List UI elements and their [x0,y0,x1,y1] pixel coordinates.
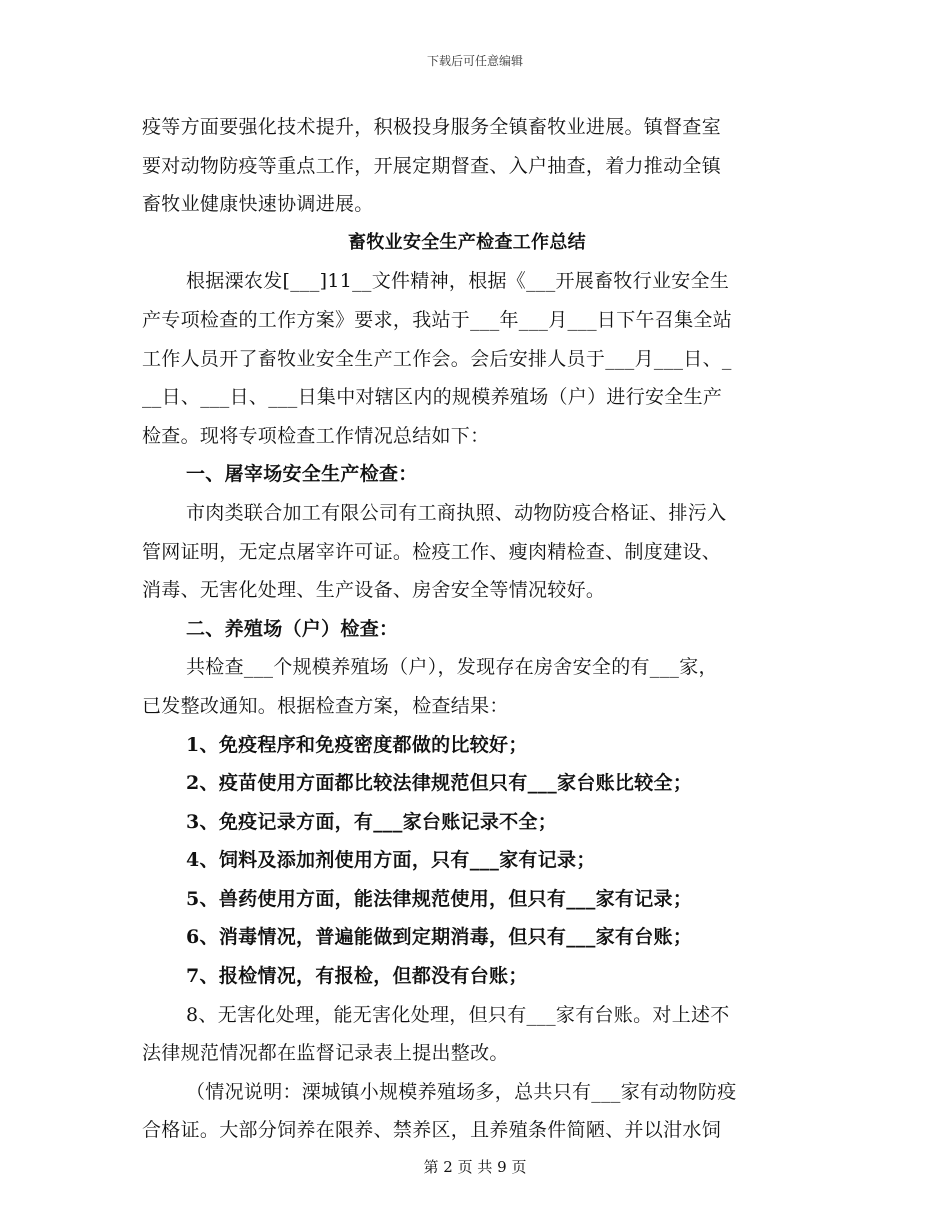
paragraph-line: 畜牧业健康快速协调进展。 [142,193,374,216]
paragraph-line: （情况说明：溧城镇小规模养殖场多，总共只有___家有动物防疫 [186,1080,737,1103]
paragraph-line: 消毒、无害化处理、生产设备、房舍安全等情况较好。 [142,579,606,602]
paragraph-line: 已发整改通知。根据检查方案，检查结果： [142,694,509,717]
paragraph-line: 管网证明，无定点屠宰许可证。检疫工作、瘦肉精检查、制度建设、 [142,540,722,563]
paragraph-line: 工作人员开了畜牧业安全生产工作会。会后安排人员于___月___日、_ [142,347,732,370]
result-item: 3、免疫记录方面，有___家台账记录不全； [186,810,558,833]
paragraph-line: 合格证。大部分饲养在限养、禁养区，且养殖条件简陋、并以泔水饲 [142,1119,722,1142]
paragraph-line: __日、___日、___日集中对辖区内的规模养殖场（户）进行安全生产 [142,386,723,409]
paragraph-line: 要对动物防疫等重点工作，开展定期督查、入户抽查，着力推动全镇 [142,154,722,177]
paragraph-line: 疫等方面要强化技术提升，积极投身服务全镇畜牧业进展。镇督查室 [142,116,722,138]
result-item: 1、免疫程序和免疫密度都做的比较好； [186,733,528,756]
result-item: 4、饲料及添加剂使用方面，只有___家有记录； [186,849,596,872]
document-body [142,108,812,1150]
paragraph-line: 检查。现将专项检查工作情况总结如下： [142,424,490,447]
result-item: 8、无害化处理，能无害化处理，但只有___家有台账。对上述不 [186,1003,730,1026]
document-title: 畜牧业安全生产检查工作总结 [348,231,586,253]
section-heading-2: 二、养殖场（户）检查： [186,617,399,640]
result-item: 5、兽药使用方面，能法律规范使用，但只有___家有记录； [186,887,693,910]
result-item: 7、报检情况，有报检，但都没有台账； [186,965,528,988]
header-note: 下载后可任意编辑 [426,54,523,68]
result-item: 2、疫苗使用方面都比较法律规范但只有___家台账比较全； [186,772,693,795]
paragraph-line: 产专项检查的工作方案》要求，我站于___年___月___日下午召集全站 [142,308,733,331]
paragraph-line: 共检查___个规模养殖场（户），发现存在房舍安全的有___家， [186,656,718,679]
result-item: 6、消毒情况，普遍能做到定期消毒，但只有___家有台账； [186,926,693,949]
section-heading-1: 一、屠宰场安全生产检查： [186,463,418,486]
paragraph-line: 根据溧农发[___]11__文件精神，根据《___开展畜牧行业安全生 [186,270,730,293]
paragraph-line: 市肉类联合加工有限公司有工商执照、动物防疫合格证、排污入 [186,501,727,524]
paragraph-line: 法律规范情况都在监督记录表上提出整改。 [142,1042,509,1065]
page-number: 第 2 页 共 9 页 [423,1158,527,1176]
